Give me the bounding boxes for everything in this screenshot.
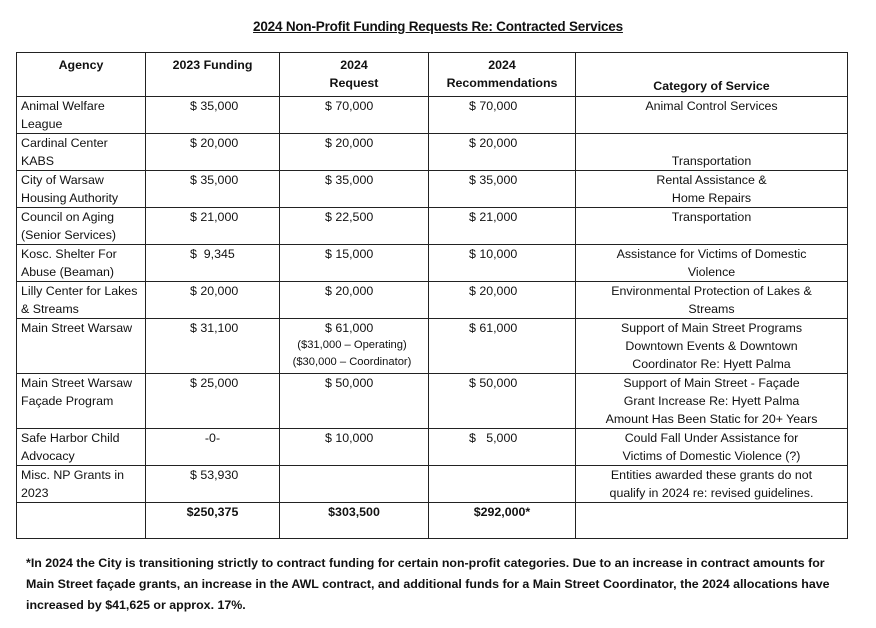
agency-name-line: 2023 — [21, 486, 49, 500]
funding-2023-cell: $ 35,000 — [146, 171, 280, 208]
agency-name-line: KABS — [21, 154, 55, 168]
header-agency-label: Agency — [58, 58, 104, 72]
table-row — [17, 134, 848, 171]
table-row — [17, 97, 848, 134]
table-body — [17, 97, 848, 503]
request-amount: $ 20,000 — [325, 136, 374, 150]
category-cell — [576, 245, 848, 282]
agency-name-line: & Streams — [21, 302, 79, 316]
table-row — [17, 374, 848, 429]
request-amount: $ 70,000 — [325, 99, 374, 113]
funding-2023-cell: $ 20,000 — [146, 134, 280, 171]
agency-name-line: City of Warsaw — [21, 173, 104, 187]
funding-2023-cell: $ 31,100 — [146, 319, 280, 374]
category-line: Assistance for Victims of Domestic — [616, 247, 807, 261]
table-row — [17, 319, 848, 374]
table-row — [17, 208, 848, 245]
rec-2024-cell: $ 35,000 — [429, 171, 576, 208]
agency-name-line: Lilly Center for Lakes — [21, 284, 138, 298]
funding-table — [16, 52, 848, 539]
agency-cell — [17, 282, 146, 319]
agency-name-line: Advocacy — [21, 449, 75, 463]
request-2024-cell — [280, 429, 429, 466]
category-line: Downtown Events & Downtown — [625, 339, 798, 353]
total-rec-2024: $292,000* — [429, 503, 576, 539]
category-cell — [576, 429, 848, 466]
category-line: Support of Main Street - Façade — [623, 376, 800, 390]
header-funding-2023-label: 2023 Funding — [172, 58, 253, 72]
funding-2023-cell: $ 53,930 — [146, 466, 280, 503]
category-line: Entities awarded these grants do not — [610, 468, 813, 482]
totals-category-cell — [576, 503, 848, 539]
category-line: qualify in 2024 re: revised guidelines. — [609, 486, 814, 500]
request-amount: $ 10,000 — [325, 431, 374, 445]
rec-2024-cell: $ 20,000 — [429, 134, 576, 171]
table-row — [17, 466, 848, 503]
rec-2024-cell: $ 70,000 — [429, 97, 576, 134]
category-line: Could Fall Under Assistance for — [624, 431, 799, 445]
footnote-line: Main Street façade grants, an increase in the AWL contract, and additional funds for a Main Street Coordinator, the 2024 allocations have — [26, 577, 830, 591]
request-2024-cell — [280, 171, 429, 208]
total-request-2024: $303,500 — [280, 503, 429, 539]
header-request-2024 — [280, 53, 429, 97]
funding-2023-cell: $ 35,000 — [146, 97, 280, 134]
category-cell — [576, 171, 848, 208]
request-amount: $ 22,500 — [325, 210, 374, 224]
agency-cell — [17, 208, 146, 245]
request-2024-cell — [280, 466, 429, 503]
agency-name-line: Misc. NP Grants in — [21, 468, 125, 482]
rec-2024-cell — [429, 466, 576, 503]
request-2024-cell — [280, 97, 429, 134]
agency-name-line: League — [21, 117, 63, 131]
request-2024-cell — [280, 134, 429, 171]
request-breakdown-line: ($30,000 – Coordinator) — [292, 356, 412, 368]
request-2024-cell — [280, 319, 429, 374]
total-funding-2023: $250,375 — [146, 503, 280, 539]
request-amount: $ 61,000 — [325, 321, 374, 335]
rec-2024-cell: $ 10,000 — [429, 245, 576, 282]
agency-name-line: Council on Aging — [21, 210, 114, 224]
request-2024-cell — [280, 282, 429, 319]
header-rec-label: Recommendations — [446, 76, 558, 90]
header-rec-2024 — [429, 53, 576, 97]
table-row — [17, 171, 848, 208]
totals-row — [17, 503, 848, 539]
header-funding-2023 — [146, 53, 280, 97]
rec-2024-cell: $ 50,000 — [429, 374, 576, 429]
header-row — [17, 53, 848, 97]
table-row — [17, 282, 848, 319]
agency-cell — [17, 171, 146, 208]
header-request-year: 2024 — [340, 58, 368, 72]
category-cell — [576, 319, 848, 374]
agency-cell — [17, 97, 146, 134]
category-cell — [576, 282, 848, 319]
agency-name-line: (Senior Services) — [21, 228, 117, 242]
category-line: Environmental Protection of Lakes & — [611, 284, 812, 298]
category-line: Transportation — [671, 154, 752, 168]
agency-name-line: Façade Program — [21, 394, 114, 408]
agency-name-line: Animal Welfare — [21, 99, 105, 113]
totals-agency-cell — [17, 503, 146, 539]
request-amount: $ 20,000 — [325, 284, 374, 298]
request-amount: $ 50,000 — [325, 376, 374, 390]
category-line: Victims of Domestic Violence (?) — [622, 449, 801, 463]
funding-2023-cell: $ 20,000 — [146, 282, 280, 319]
category-cell — [576, 134, 848, 171]
category-cell — [576, 374, 848, 429]
request-breakdown-line: ($31,000 – Operating) — [297, 339, 407, 351]
agency-cell — [17, 466, 146, 503]
category-line: Amount Has Been Static for 20+ Years — [605, 412, 818, 426]
category-line: Rental Assistance & — [656, 173, 767, 187]
agency-cell — [17, 134, 146, 171]
request-amount: $ 15,000 — [325, 247, 374, 261]
category-line: Transportation — [671, 210, 752, 224]
category-cell — [576, 97, 848, 134]
category-line: Coordinator Re: Hyett Palma — [632, 357, 791, 371]
footnote — [26, 553, 856, 616]
agency-name-line: Cardinal Center — [21, 136, 108, 150]
funding-2023-cell: $ 9,345 — [146, 245, 280, 282]
category-line: Violence — [687, 265, 736, 279]
category-line: Grant Increase Re: Hyett Palma — [623, 394, 800, 408]
request-amount: $ 35,000 — [325, 173, 374, 187]
rec-2024-cell: $ 61,000 — [429, 319, 576, 374]
request-2024-cell — [280, 374, 429, 429]
category-cell — [576, 466, 848, 503]
footnote-line: *In 2024 the City is transitioning strictly to contract funding for certain non-profit categories. Due to an increase in contract amounts for — [26, 556, 825, 570]
header-category-label: Category of Service — [653, 79, 770, 93]
funding-2023-cell: $ 25,000 — [146, 374, 280, 429]
agency-name-line: Main Street Warsaw — [21, 376, 133, 390]
category-line — [580, 134, 843, 152]
funding-2023-cell: -0- — [146, 429, 280, 466]
category-line: Streams — [688, 302, 735, 316]
agency-name-line: Main Street Warsaw — [21, 321, 133, 335]
rec-2024-cell: $ 20,000 — [429, 282, 576, 319]
header-agency — [17, 53, 146, 97]
footnote-line: increased by $41,625 or approx. 17%. — [26, 598, 246, 612]
agency-name-line: Safe Harbor Child — [21, 431, 120, 445]
header-request-label: Request — [329, 76, 379, 90]
agency-cell — [17, 429, 146, 466]
rec-2024-cell: $ 5,000 — [429, 429, 576, 466]
document-title: 2024 Non-Profit Funding Requests Re: Contracted Services — [253, 19, 623, 34]
agency-cell — [17, 374, 146, 429]
category-line: Support of Main Street Programs — [620, 321, 803, 335]
agency-name-line: Housing Authority — [21, 191, 119, 205]
request-2024-cell — [280, 208, 429, 245]
category-cell — [576, 208, 848, 245]
agency-name-line: Kosc. Shelter For — [21, 247, 117, 261]
rec-2024-cell: $ 21,000 — [429, 208, 576, 245]
table-row — [17, 429, 848, 466]
agency-name-line: Abuse (Beaman) — [21, 265, 114, 279]
request-2024-cell — [280, 245, 429, 282]
header-rec-year: 2024 — [488, 58, 516, 72]
category-line: Home Repairs — [671, 191, 752, 205]
category-line: Animal Control Services — [645, 99, 778, 113]
agency-cell — [17, 245, 146, 282]
header-category — [576, 53, 848, 97]
table-row — [17, 245, 848, 282]
agency-cell — [17, 319, 146, 374]
funding-2023-cell: $ 21,000 — [146, 208, 280, 245]
